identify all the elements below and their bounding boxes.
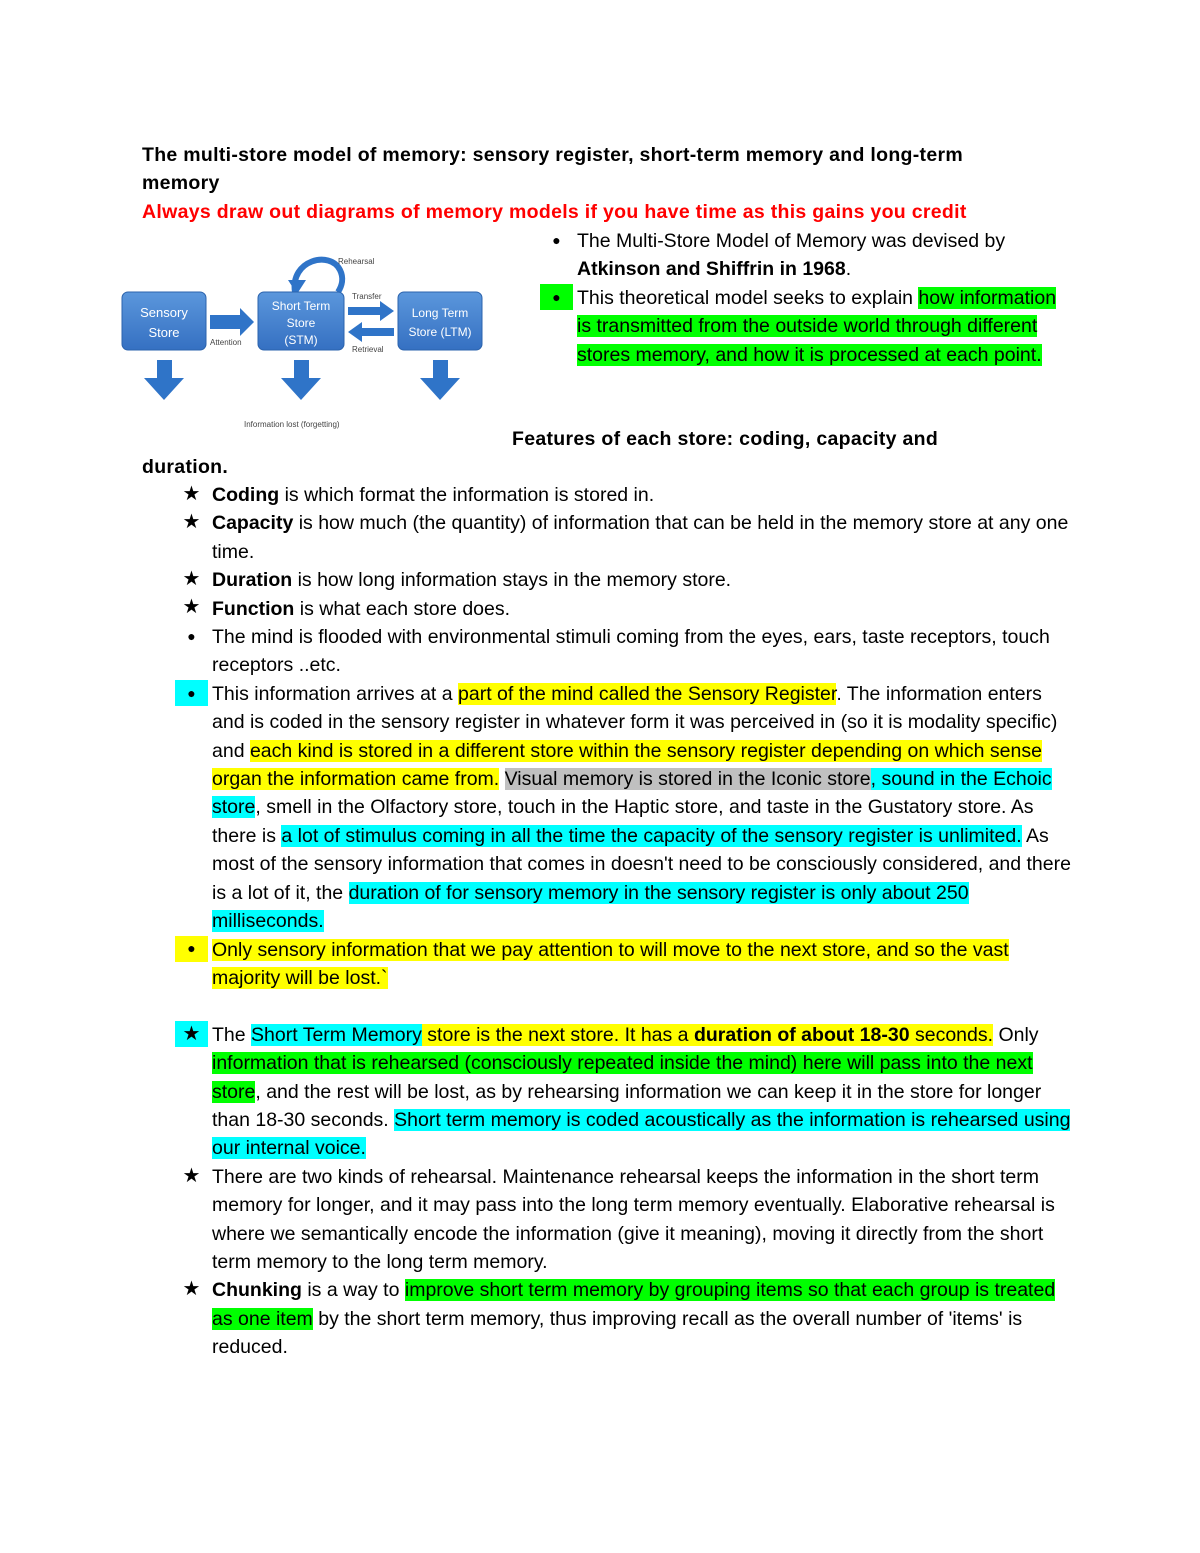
retrieval-arrow xyxy=(348,322,394,342)
ltm-box xyxy=(398,292,482,350)
forgetting-label: Information lost (forgetting) xyxy=(244,420,340,429)
forget-arrow-sensory xyxy=(144,360,184,400)
list-item: ● This information arrives at a part of the mind called the Sensory Register. The information enters and is coded in the sensory register in whatever form it was perceived in (so it is modality specific) and each kind is stored in a different store within the sensory register depending on which sense organ the information came from. Visual memory is stored in the Iconic store, sound in the Echoic store, smell in the Olfactory store, touch in the Haptic store, and taste in the Gustatory store. As there is a lot of stimulus coming in all the time the capacity of the sensory register is unlimited. As most of the sensory information that comes in doesn't need to be consciously considered, and there is a lot of it, the duration of for sensory memory in the sensory register is only about 250 milliseconds. xyxy=(175,680,1075,936)
bullet-star-icon: ★ xyxy=(175,1021,208,1047)
bullet-star-icon: ★ xyxy=(182,568,201,591)
warning-note: Always draw out diagrams of memory models if you have time as this gains you credit xyxy=(142,201,967,223)
list-item: ★ Chunking is a way to improve short term memory by grouping items so that each group is treated as one item by the short term memory, thus improving recall as the overall number of 'items' is reduced. xyxy=(175,1276,1075,1361)
bullet-dot-icon: ● xyxy=(175,936,208,962)
list-item: ● This theoretical model seeks to explain how information is transmitted from the outside world through different stores memory, and how it is processed at each point. xyxy=(540,284,1060,369)
sensory-line1: Sensory xyxy=(140,305,188,320)
ltm-line2: Store (LTM) xyxy=(408,325,472,339)
bullet-dot-icon: ● xyxy=(175,680,208,706)
forget-arrow-ltm xyxy=(420,360,460,400)
transfer-arrow xyxy=(348,301,394,321)
bullet-star-icon: ★ xyxy=(182,511,201,534)
stm-line1: Short Term xyxy=(271,299,331,313)
sensory-store-box xyxy=(122,292,206,350)
transfer-label: Transfer xyxy=(352,292,382,301)
page-title: The multi-store model of memory: sensory register, short-term memory and long-term memory xyxy=(142,144,964,194)
rehearsal-label: Rehearsal xyxy=(338,257,375,266)
features-list xyxy=(175,481,1075,1362)
rehearsal-loop-arrow xyxy=(295,260,343,292)
bullet-dot-icon: ● xyxy=(552,231,561,248)
bullet-star-icon: ★ xyxy=(182,596,201,619)
forget-arrow-stm xyxy=(281,360,321,400)
list-item: ● The Multi-Store Model of Memory was devised by Atkinson and Shiffrin in 1968. xyxy=(540,227,1060,284)
features-heading-cont: duration. xyxy=(142,456,229,478)
stm-line2: Store xyxy=(286,316,316,330)
bullet-star-icon: ★ xyxy=(182,1164,201,1187)
list-item: ● The mind is flooded with environmental stimuli coming from the eyes, ears, taste receptors, touch receptors ..etc. xyxy=(175,623,1075,680)
list-item: ★ Coding is which format the information is stored in. xyxy=(175,481,1075,509)
list-item: ★ Function is what each store does. xyxy=(175,595,1075,623)
features-heading: Features of each store: coding, capacity and xyxy=(512,428,939,450)
list-item: ★ Capacity is how much (the quantity) of information that can be held in the memory store at any one time. xyxy=(175,509,1075,566)
intro-list xyxy=(540,227,1060,369)
bullet-dot-icon: ● xyxy=(187,627,196,644)
bullet-dot-icon: ● xyxy=(540,284,573,310)
multi-store-diagram xyxy=(112,250,502,435)
stm-line3: (STM) xyxy=(284,333,318,347)
list-item: ★ The Short Term Memory store is the next store. It has a duration of about 18-30 seconds. Only information that is rehearsed (consciously repeated inside the mind) here will pass into the next store, and the rest will be lost, as by rehearsing information we can keep it in the store for longer than 18-30 seconds. Short term memory is coded acoustically as the information is rehearsed using our internal voice. xyxy=(175,1021,1075,1163)
list-item: ★ There are two kinds of rehearsal. Maintenance rehearsal keeps the information in the short term memory for longer, and it may pass into the long term memory eventually. Elaborative rehearsal is where we semantically encode the information (give it meaning), moving it directly from the short term memory to the long term memory. xyxy=(175,1163,1075,1277)
sensory-line2: Store xyxy=(148,325,180,340)
bullet-star-icon: ★ xyxy=(182,1278,201,1301)
list-item: ★ Duration is how long information stays in the memory store. xyxy=(175,566,1075,594)
list-item: ● Only sensory information that we pay attention to will move to the next store, and so the vast majority will be lost.` xyxy=(175,936,1075,993)
retrieval-label: Retrieval xyxy=(352,345,384,354)
attention-arrow xyxy=(210,308,254,336)
attention-label: Attention xyxy=(210,338,242,347)
ltm-line1: Long Term xyxy=(411,306,469,320)
bullet-star-icon: ★ xyxy=(182,482,201,505)
